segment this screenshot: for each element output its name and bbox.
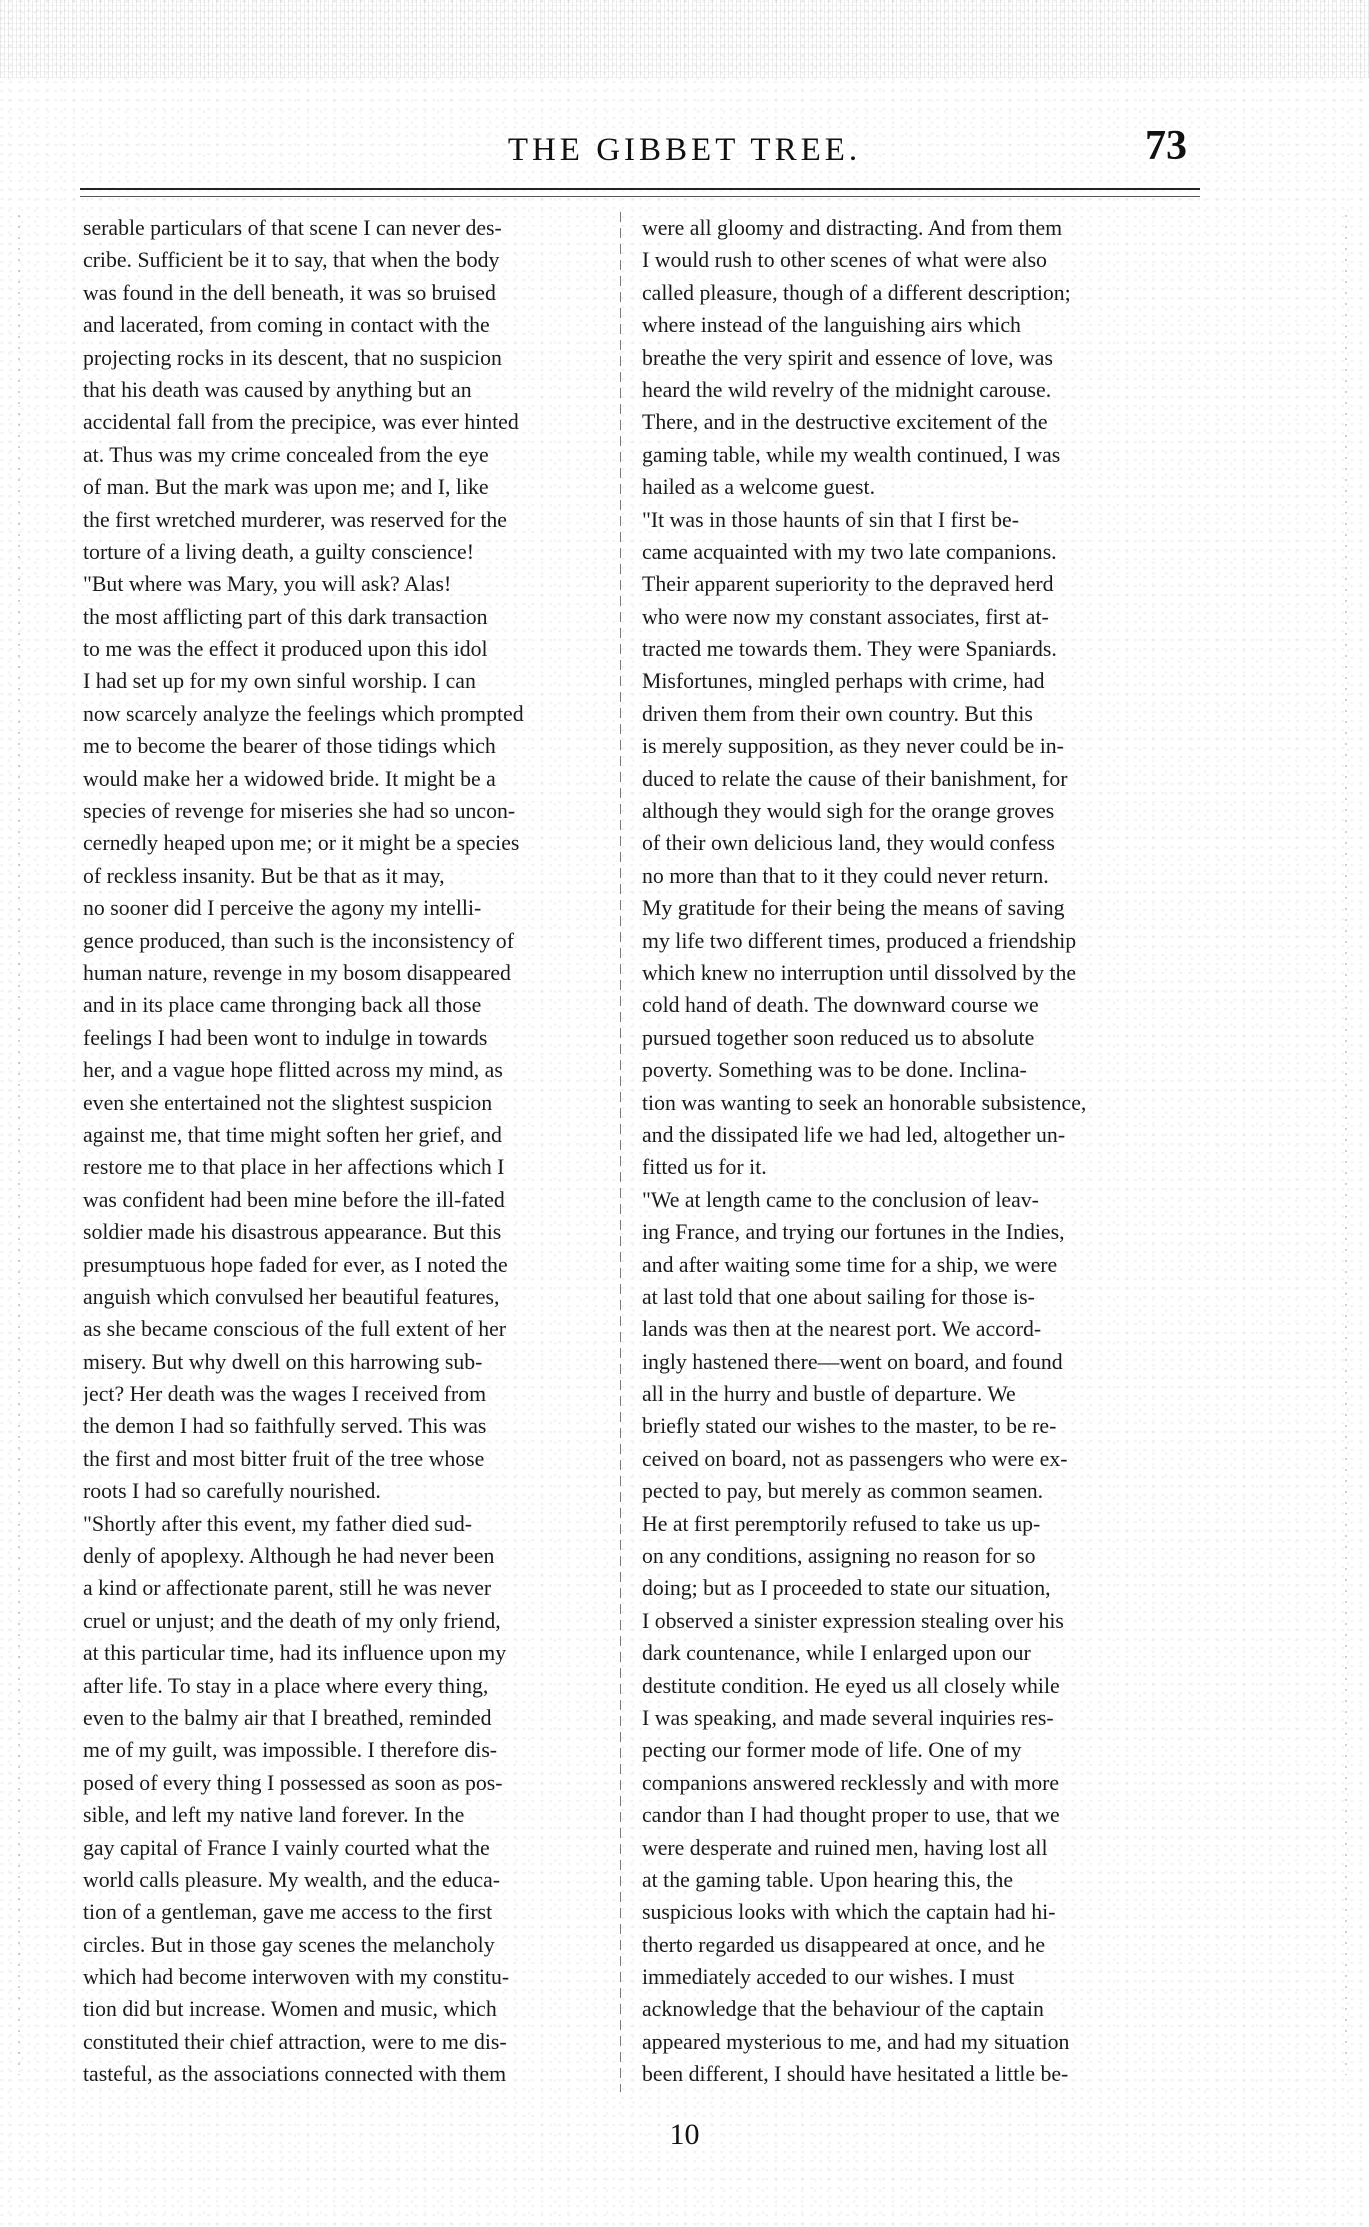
right-column-line: companions answered recklessly and with more	[642, 1770, 1060, 1795]
right-column-line: pected to pay, but merely as common seamen.	[642, 1479, 1044, 1504]
right-column-line: I was speaking, and made several inquiries res-	[642, 1705, 1054, 1730]
right-column-line: destitute condition. He eyed us all closely while	[642, 1673, 1060, 1698]
page-mark-top: 73	[1145, 123, 1187, 169]
right-column-line: therto regarded us disappeared at once, and he	[642, 1932, 1046, 1957]
left-column-line: would make her a widowed bride. It might be a	[83, 766, 496, 791]
right-column-line: gaming table, while my wealth continued, I was	[642, 442, 1061, 467]
left-column-line: of man. But the mark was upon me; and I, like	[83, 475, 489, 500]
left-column-line: now scarcely analyze the feelings which prompted	[83, 701, 524, 726]
left-column-line: me to become the bearer of those tidings which	[83, 734, 496, 759]
right-column-line: where instead of the languishing airs which	[642, 313, 1021, 338]
left-column-line: tasteful, as the associations connected with them	[83, 2062, 507, 2087]
right-column-line: hailed as a welcome guest.	[642, 475, 876, 500]
right-column-line: immediately acceded to our wishes. I must	[642, 1965, 1015, 1990]
left-column-line: as she became conscious of the full extent of her	[83, 1317, 507, 1342]
page-title: THE GIBBET TREE.	[507, 132, 862, 168]
left-column-line: of reckless insanity. But be that as it may,	[83, 863, 445, 888]
header-rule	[80, 188, 1200, 197]
right-column	[642, 212, 1177, 2092]
right-column-line: ing France, and trying our fortunes in the Indies,	[642, 1220, 1065, 1245]
left-column-line: gence produced, than such is the inconsistency of	[83, 928, 514, 953]
right-column-line: My gratitude for their being the means of saving	[642, 896, 1065, 921]
right-column-line: "It was in those haunts of sin that I first be-	[642, 507, 1019, 532]
right-column-line: doing; but as I proceeded to state our situation,	[642, 1576, 1051, 1601]
left-column-line: circles. But in those gay scenes the melancholy	[83, 1932, 495, 1957]
right-column-line: "We at length came to the conclusion of leav-	[642, 1187, 1039, 1212]
left-column-line: roots I had so carefully nourished.	[83, 1479, 381, 1504]
right-column-line: although they would sigh for the orange groves	[642, 799, 1055, 824]
right-column-line: were all gloomy and distracting. And from them	[642, 216, 1063, 240]
left-column-line: torture of a living death, a guilty conscience!	[83, 539, 474, 564]
left-column-line: at this particular time, had its influence upon my	[83, 1641, 507, 1666]
right-column-line: no more than that to it they could never return.	[642, 863, 1049, 888]
left-column-line: me of my guilt, was impossible. I therefore dis-	[83, 1738, 498, 1763]
left-column-line: world calls pleasure. My wealth, and the educa-	[83, 1867, 501, 1892]
right-column-line: who were now my constant associates, first at-	[642, 604, 1049, 629]
right-column-line: breathe the very spirit and essence of love, was	[642, 345, 1053, 370]
right-column-line: which knew no interruption until dissolved by the	[642, 960, 1077, 985]
right-column-line: fitted us for it.	[642, 1155, 767, 1180]
right-column-line: There, and in the destructive excitement of the	[642, 410, 1048, 435]
left-column-line: to me was the effect it produced upon this idol	[83, 637, 488, 662]
left-column-line: feelings I had been wont to indulge in towards	[83, 1025, 488, 1050]
right-column-line: duced to relate the cause of their banishment, for	[642, 766, 1068, 791]
right-column-line: poverty. Something was to be done. Inclina-	[642, 1058, 1027, 1083]
left-column-line: the demon I had so faithfully served. This was	[83, 1414, 487, 1439]
left-column-line: the first and most bitter fruit of the tree whose	[83, 1446, 485, 1471]
page-number-bottom: 10	[669, 2118, 700, 2151]
right-column-line: tracted me towards them. They were Spaniards.	[642, 637, 1057, 662]
right-column-line: acknowledge that the behaviour of the captain	[642, 1997, 1044, 2022]
left-column-line: against me, that time might soften her grief, and	[83, 1122, 502, 1147]
right-column-line: candor than I had thought proper to use, that we	[642, 1803, 1060, 1828]
left-column-line: sible, and left my native land forever. In the	[83, 1803, 465, 1828]
left-column-line: a kind or affectionate parent, still he was never	[83, 1576, 492, 1601]
top-scan-noise	[0, 0, 1369, 78]
right-column-line: cold hand of death. The downward course we	[642, 993, 1039, 1018]
left-column-line: posed of every thing I possessed as soon as pos-	[83, 1770, 503, 1795]
left-column-line: species of revenge for miseries she had so uncon-	[83, 799, 516, 824]
right-column-line: at last told that one about sailing for those is-	[642, 1284, 1035, 1309]
right-column-line: and the dissipated life we had led, altogether un-	[642, 1122, 1066, 1147]
left-column-line: her, and a vague hope flitted across my mind, as	[83, 1058, 503, 1083]
left-column-line: misery. But why dwell on this harrowing sub-	[83, 1349, 483, 1374]
left-column-line: was confident had been mine before the ill-fated	[83, 1187, 505, 1212]
right-column-line: been different, I should have hesitated a little be-	[642, 2062, 1069, 2087]
left-column-line: the most afflicting part of this dark transaction	[83, 604, 488, 629]
left-column-line: serable particulars of that scene I can never des-	[83, 216, 502, 240]
right-column-line: on any conditions, assigning no reason for so	[642, 1544, 1036, 1569]
left-column-line: after life. To stay in a place where every thing,	[83, 1673, 489, 1698]
right-column-line: briefly stated our wishes to the master, to be re-	[642, 1414, 1057, 1439]
left-column-line: "But where was Mary, you will ask? Alas!	[83, 572, 452, 597]
column-divider	[620, 212, 621, 2092]
right-column-line: lands was then at the nearest port. We accord-	[642, 1317, 1042, 1342]
right-column-line: tion was wanting to seek an honorable subsistence,	[642, 1090, 1087, 1115]
right-column-line: were desperate and ruined men, having lost all	[642, 1835, 1048, 1860]
right-column-line: is merely supposition, as they never could be in-	[642, 734, 1064, 759]
left-column-line: no sooner did I perceive the agony my intelli-	[83, 896, 482, 921]
right-column-line: suspicious looks with which the captain had hi-	[642, 1900, 1056, 1925]
left-column-line: tion did but increase. Women and music, which	[83, 1997, 497, 2022]
left-column-line: I had set up for my own sinful worship. I can	[83, 669, 476, 694]
right-column-line: driven them from their own country. But this	[642, 701, 1033, 726]
right-column-line: dark countenance, while I enlarged upon our	[642, 1641, 1031, 1666]
left-column-line: human nature, revenge in my bosom disappeared	[83, 960, 511, 985]
right-column-line: I would rush to other scenes of what were also	[642, 248, 1047, 273]
right-column-line: ceived on board, not as passengers who were ex-	[642, 1446, 1068, 1471]
left-column	[83, 212, 610, 2092]
right-column-line: I observed a sinister expression stealing over his	[642, 1608, 1064, 1633]
left-column-line: and lacerated, from coming in contact with the	[83, 313, 490, 338]
left-column-line: "Shortly after this event, my father died sud-	[83, 1511, 473, 1536]
left-column-line: and in its place came thronging back all those	[83, 993, 482, 1018]
right-column-line: and after waiting some time for a ship, we were	[642, 1252, 1058, 1277]
left-column-line: cribe. Sufficient be it to say, that when the body	[83, 248, 500, 273]
left-column-line: at. Thus was my crime concealed from the eye	[83, 442, 489, 467]
left-column-line: restore me to that place in her affections which I	[83, 1155, 505, 1180]
left-column-line: projecting rocks in its descent, that no suspicion	[83, 345, 502, 370]
left-column-line: even to the balmy air that I breathed, reminded	[83, 1705, 492, 1730]
left-column-line: accidental fall from the precipice, was ever hinted	[83, 410, 519, 435]
right-column-line: pecting our former mode of life. One of my	[642, 1738, 1022, 1763]
left-column-line: soldier made his disastrous appearance. But this	[83, 1220, 502, 1245]
left-column-line: ject? Her death was the wages I received from	[83, 1382, 487, 1407]
left-column-line: tion of a gentleman, gave me access to the first	[83, 1900, 493, 1925]
right-column-line: heard the wild revelry of the midnight carouse.	[642, 377, 1052, 402]
left-column-line: was found in the dell beneath, it was so bruised	[83, 280, 496, 305]
right-column-line: ingly hastened there—went on board, and found	[642, 1349, 1063, 1374]
right-column-line: called pleasure, though of a different description;	[642, 280, 1071, 305]
left-column-line: cernedly heaped upon me; or it might be a species	[83, 831, 520, 856]
left-column-line: denly of apoplexy. Although he had never been	[83, 1544, 495, 1569]
left-column-line: cruel or unjust; and the death of my only friend,	[83, 1608, 501, 1633]
right-column-line: at the gaming table. Upon hearing this, the	[642, 1867, 1014, 1892]
left-scan-artifact	[18, 215, 20, 2075]
right-column-line: of their own delicious land, they would confess	[642, 831, 1055, 856]
right-column-line: appeared mysterious to me, and had my situation	[642, 2029, 1070, 2054]
left-column-line: presumptuous hope faded for ever, as I noted the	[83, 1252, 508, 1277]
right-column-line: my life two different times, produced a friendship	[642, 928, 1077, 953]
right-column-line: Their apparent superiority to the depraved herd	[642, 572, 1054, 597]
left-column-line: anguish which convulsed her beautiful features,	[83, 1284, 500, 1309]
left-column-line: gay capital of France I vainly courted what the	[83, 1835, 490, 1860]
left-column-line: the first wretched murderer, was reserved for the	[83, 507, 507, 532]
left-column-line: that his death was caused by anything but an	[83, 377, 472, 402]
right-column-line: He at first peremptorily refused to take us up-	[642, 1511, 1041, 1536]
left-column-line: which had become interwoven with my constitu-	[83, 1965, 510, 1990]
right-scan-artifact	[1345, 215, 1347, 2075]
left-column-line: even she entertained not the slightest suspicion	[83, 1090, 493, 1115]
right-column-line: came acquainted with my two late companions.	[642, 539, 1057, 564]
right-column-line: all in the hurry and bustle of departure. We	[642, 1382, 1016, 1407]
left-column-line: constituted their chief attraction, were to me dis-	[83, 2029, 507, 2054]
right-column-line: Misfortunes, mingled perhaps with crime, had	[642, 669, 1045, 694]
right-column-line: pursued together soon reduced us to absolute	[642, 1025, 1035, 1050]
